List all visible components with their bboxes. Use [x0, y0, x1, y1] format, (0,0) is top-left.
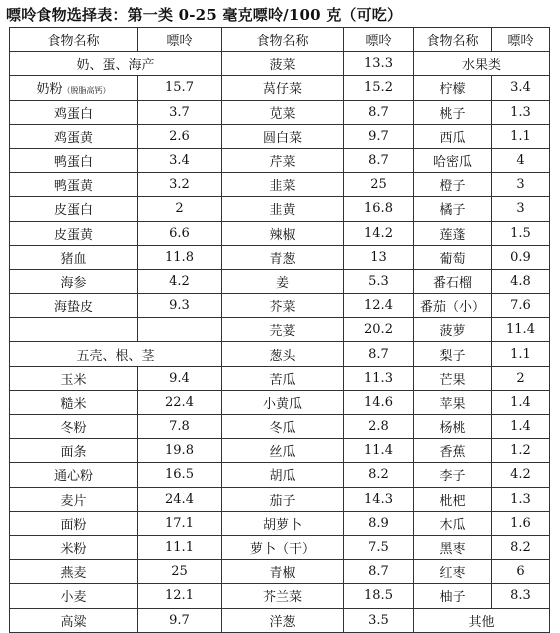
- purine-value: 9.4: [138, 366, 222, 390]
- food-name: 哈密瓜: [414, 148, 492, 172]
- purine-value: 12.1: [138, 584, 222, 608]
- food-name: [10, 366, 138, 390]
- food-name-text: 海蛰皮: [53, 300, 93, 316]
- food-name: 芫荽: [222, 318, 344, 342]
- section-heading: 奶、蛋、海产: [10, 52, 222, 76]
- table-row: [10, 100, 550, 124]
- empty-cell: [10, 318, 138, 342]
- food-note: （脱脂高钙）: [62, 86, 111, 96]
- food-name-text: 通心粉: [53, 469, 93, 485]
- purine-value: 7.8: [138, 415, 222, 439]
- table-row: [10, 463, 550, 487]
- food-name: [10, 76, 138, 100]
- purine-value: 25: [138, 560, 222, 584]
- food-name: 李子: [414, 463, 492, 487]
- purine-value: 15.7: [138, 76, 222, 100]
- table-row: [10, 511, 550, 535]
- purine-value: 4.2: [492, 463, 550, 487]
- food-name: 枇杷: [414, 487, 492, 511]
- purine-value: 1.3: [492, 100, 550, 124]
- purine-value: 9.7: [344, 124, 414, 148]
- table-row: [10, 584, 550, 608]
- purine-value: 3.4: [492, 76, 550, 100]
- food-name: 韭菜: [222, 173, 344, 197]
- food-name: 小黄瓜: [222, 390, 344, 414]
- food-name: [10, 608, 138, 632]
- food-name: 葡萄: [414, 245, 492, 269]
- purine-value: 1.5: [492, 221, 550, 245]
- purine-value: 11.4: [344, 439, 414, 463]
- purine-value: 3.7: [138, 100, 222, 124]
- food-name-text: 米粉: [60, 542, 87, 558]
- purine-value: 4.8: [492, 269, 550, 293]
- purine-value: 8.7: [344, 342, 414, 366]
- purine-value: 8.7: [344, 100, 414, 124]
- table-row: [10, 390, 550, 414]
- table-row: [10, 245, 550, 269]
- food-name: [10, 294, 138, 318]
- food-name: 茄子: [222, 487, 344, 511]
- food-name: 青椒: [222, 560, 344, 584]
- purine-value: 11.8: [138, 245, 222, 269]
- food-name: 葱头: [222, 342, 344, 366]
- purine-value: 1.1: [492, 342, 550, 366]
- food-name: [10, 560, 138, 584]
- food-name-text: 玉米: [60, 372, 87, 388]
- food-name: 柠檬: [414, 76, 492, 100]
- purine-value: 11.4: [492, 318, 550, 342]
- purine-value: 24.4: [138, 487, 222, 511]
- purine-value: 2.6: [138, 124, 222, 148]
- purine-value: 3: [492, 197, 550, 221]
- table-row: [10, 366, 550, 390]
- purine-value: 9.3: [138, 294, 222, 318]
- table-row: [10, 535, 550, 559]
- table-row: [10, 560, 550, 584]
- purine-value: 3.5: [344, 608, 414, 632]
- food-name: 芥兰菜: [222, 584, 344, 608]
- food-name: 桃子: [414, 100, 492, 124]
- food-name: [10, 221, 138, 245]
- food-name: 芥菜: [222, 294, 344, 318]
- food-name: [10, 584, 138, 608]
- purine-value: 20.2: [344, 318, 414, 342]
- food-name: 番茄（小）: [414, 294, 492, 318]
- food-name: [10, 148, 138, 172]
- purine-value: 15.2: [344, 76, 414, 100]
- table-row: [10, 415, 550, 439]
- food-name: 苹果: [414, 390, 492, 414]
- purine-value: 13.3: [344, 52, 414, 76]
- food-name: [10, 390, 138, 414]
- food-name: [10, 535, 138, 559]
- food-name: 黑枣: [414, 535, 492, 559]
- purine-value: 1.1: [492, 124, 550, 148]
- food-name-text: 海参: [60, 275, 87, 291]
- purine-value: 1.4: [492, 415, 550, 439]
- food-name: [10, 463, 138, 487]
- purine-value: 8.3: [492, 584, 550, 608]
- table-row: [10, 221, 550, 245]
- food-name-text: 皮蛋白: [53, 203, 93, 219]
- food-name: 胡萝卜: [222, 511, 344, 535]
- food-name: 韭黄: [222, 197, 344, 221]
- food-name: 萝卜（干）: [222, 535, 344, 559]
- food-name-text: 小麦: [60, 590, 87, 606]
- food-name-text: 高粱: [60, 614, 87, 630]
- purine-value: 7.5: [344, 535, 414, 559]
- purine-value: 1.3: [492, 487, 550, 511]
- food-name-text: 燕麦: [60, 566, 87, 582]
- purine-table: [9, 27, 550, 633]
- table-row: [10, 124, 550, 148]
- food-name: 芹菜: [222, 148, 344, 172]
- food-name-text: 皮蛋黄: [53, 227, 93, 243]
- purine-value: 4: [492, 148, 550, 172]
- purine-value: 3.2: [138, 173, 222, 197]
- food-name: [10, 173, 138, 197]
- food-name-text: 鸭蛋黄: [53, 179, 93, 195]
- food-name: 圆白菜: [222, 124, 344, 148]
- food-name: 木瓜: [414, 511, 492, 535]
- purine-value: 19.8: [138, 439, 222, 463]
- food-name: 番石榴: [414, 269, 492, 293]
- table-row: [10, 269, 550, 293]
- food-name: [10, 100, 138, 124]
- section-heading: 五壳、根、茎: [10, 342, 222, 366]
- table-row: [10, 342, 550, 366]
- food-name-text: 冬粉: [60, 421, 87, 437]
- food-name: [10, 439, 138, 463]
- food-name: [10, 269, 138, 293]
- header-purine: 嘌呤: [492, 28, 550, 52]
- food-name-text: 鸭蛋白: [53, 155, 93, 171]
- food-name: 杨桃: [414, 415, 492, 439]
- food-name-text: 面粉: [60, 517, 87, 533]
- purine-value: 4.2: [138, 269, 222, 293]
- purine-value: 8.2: [344, 463, 414, 487]
- header-food-name: 食物名称: [222, 28, 344, 52]
- purine-value: 3: [492, 173, 550, 197]
- header-purine: 嘌呤: [344, 28, 414, 52]
- food-name: 苋菜: [222, 100, 344, 124]
- food-name: 莴仔菜: [222, 76, 344, 100]
- table-row: [10, 608, 550, 632]
- page-title: 嘌呤食物选择表：第一类 0-25 毫克嘌呤/100 克（可吃）: [6, 6, 403, 24]
- food-name: [10, 197, 138, 221]
- purine-value: 2: [138, 197, 222, 221]
- food-name: 姜: [222, 269, 344, 293]
- purine-value: 22.4: [138, 390, 222, 414]
- purine-value: 8.2: [492, 535, 550, 559]
- purine-value: 5.3: [344, 269, 414, 293]
- table-row: [10, 76, 550, 100]
- food-name-text: 糙米: [60, 396, 87, 412]
- food-name-text: 猪血: [60, 251, 87, 267]
- header-purine: 嘌呤: [138, 28, 222, 52]
- food-name: 青葱: [222, 245, 344, 269]
- food-name-text: 麦片: [60, 493, 87, 509]
- food-name: 胡瓜: [222, 463, 344, 487]
- purine-value: 16.5: [138, 463, 222, 487]
- purine-value: 6: [492, 560, 550, 584]
- food-name: [10, 511, 138, 535]
- empty-cell: [138, 318, 222, 342]
- purine-value: 13: [344, 245, 414, 269]
- food-name: [10, 245, 138, 269]
- table-row: [10, 487, 550, 511]
- purine-value: 6.6: [138, 221, 222, 245]
- purine-value: 14.2: [344, 221, 414, 245]
- table-row: [10, 197, 550, 221]
- food-name-text: 鸡蛋白: [53, 106, 93, 122]
- purine-value: 1.6: [492, 511, 550, 535]
- purine-value: 0.9: [492, 245, 550, 269]
- food-name: 柚子: [414, 584, 492, 608]
- table-row: [10, 439, 550, 463]
- food-name: 莲蓬: [414, 221, 492, 245]
- food-name: 橙子: [414, 173, 492, 197]
- header-food-name: 食物名称: [10, 28, 138, 52]
- table-row: [10, 148, 550, 172]
- purine-value: 2.8: [344, 415, 414, 439]
- purine-value: 17.1: [138, 511, 222, 535]
- table-row: [10, 294, 550, 318]
- purine-value: 14.3: [344, 487, 414, 511]
- table-row: [10, 173, 550, 197]
- header-row: [10, 28, 550, 52]
- food-name: 冬瓜: [222, 415, 344, 439]
- food-name: 洋葱: [222, 608, 344, 632]
- purine-value: 9.7: [138, 608, 222, 632]
- food-name: 西瓜: [414, 124, 492, 148]
- food-name: 菠萝: [414, 318, 492, 342]
- food-name: [10, 124, 138, 148]
- food-name-text: 面条: [60, 445, 87, 461]
- food-name-text: 奶粉: [36, 82, 63, 98]
- purine-value: 11.3: [344, 366, 414, 390]
- section-heading: 其他: [414, 608, 550, 632]
- header-food-name: 食物名称: [414, 28, 492, 52]
- purine-value: 2: [492, 366, 550, 390]
- section-heading: 水果类: [414, 52, 550, 76]
- food-name: 辣椒: [222, 221, 344, 245]
- purine-value: 12.4: [344, 294, 414, 318]
- purine-value: 1.2: [492, 439, 550, 463]
- purine-value: 14.6: [344, 390, 414, 414]
- purine-value: 3.4: [138, 148, 222, 172]
- food-name: 橘子: [414, 197, 492, 221]
- table-row: [10, 52, 550, 76]
- purine-value: 1.4: [492, 390, 550, 414]
- table-row: [10, 318, 550, 342]
- purine-value: 16.8: [344, 197, 414, 221]
- food-name-text: 鸡蛋黄: [53, 130, 93, 146]
- food-name: [10, 415, 138, 439]
- purine-value: 25: [344, 173, 414, 197]
- food-name: 梨子: [414, 342, 492, 366]
- purine-value: 7.6: [492, 294, 550, 318]
- food-name: 芒果: [414, 366, 492, 390]
- purine-value: 18.5: [344, 584, 414, 608]
- purine-value: 11.1: [138, 535, 222, 559]
- food-name: 丝瓜: [222, 439, 344, 463]
- purine-value: 8.7: [344, 148, 414, 172]
- food-name: [10, 487, 138, 511]
- food-name: 菠菜: [222, 52, 344, 76]
- food-name: 苦瓜: [222, 366, 344, 390]
- food-name: 香蕉: [414, 439, 492, 463]
- purine-value: 8.9: [344, 511, 414, 535]
- food-name: 红枣: [414, 560, 492, 584]
- purine-value: 8.7: [344, 560, 414, 584]
